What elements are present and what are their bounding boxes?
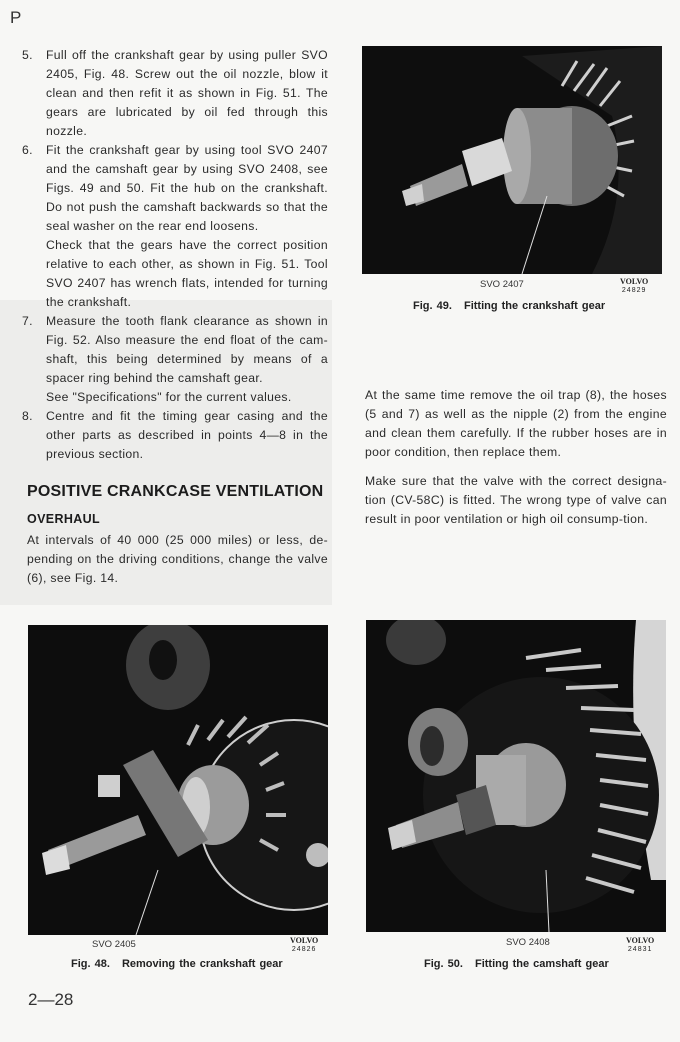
left-column — [22, 46, 328, 588]
figure-number: Fig. 50. — [424, 958, 463, 970]
section-letter: P — [10, 8, 22, 27]
step-number: 7. — [22, 314, 33, 328]
fig50-tool-label: SVO 2408 — [506, 937, 550, 948]
paragraph: At the same time remove the oil trap (8), the hoses (5 and 7) as well as the nipple (2) from the engine and clean them carefully. If the rubber hoses are in poor condition, then replace them. — [365, 388, 667, 459]
fig49-caption — [413, 300, 605, 312]
step-7 — [22, 312, 328, 388]
step-6 — [22, 141, 328, 236]
fig48-brand-stamp — [290, 936, 318, 954]
right-column — [365, 386, 667, 539]
section-heading: POSITIVE CRANKCASE VENTILATION — [27, 483, 324, 500]
camshaft-gear-tool-illustration — [366, 620, 666, 932]
step-6-continuation: Check that the gears have the correct position relative to each other, as shown in Fig. 51. Tool SVO 2407 has wrench flats, intended for turning the crankshaft. — [46, 238, 328, 309]
fig48-caption — [71, 958, 283, 970]
crankshaft-gear-tool-illustration — [362, 46, 662, 274]
photo-code: 24826 — [291, 946, 317, 953]
fig50-photo — [366, 620, 666, 932]
fig50-caption — [424, 958, 609, 970]
figure-title: Removing the crankshaft gear — [121, 958, 283, 970]
fig49-tool-label: SVO 2407 — [480, 279, 524, 290]
step-text: Measure the tooth flank clearance as shown in Fig. 52. Also measure the end float of the cam-shaft, this being determined by means of a spacer ring behind the camshaft gear. — [46, 314, 328, 385]
photo-code: 24829 — [621, 287, 647, 294]
fig49-brand-stamp — [620, 277, 648, 295]
fig50-brand-stamp — [626, 936, 654, 954]
overhaul-paragraph: At intervals of 40 000 (25 000 miles) or less, de-pending on the driving conditions, change the valve (6), see Fig. 14. — [27, 533, 328, 585]
fig48-tool-label: SVO 2405 — [92, 939, 136, 950]
photo-code: 24831 — [627, 946, 653, 953]
step-text: Fit the crankshaft gear by using tool SVO 2407 and the camshaft gear by using SVO 2408, see Figs. 49 and 50. Fit the hub on the crankshaft. Do not push the camshaft backwards so that the seal washer on the rear end loosens. — [46, 143, 328, 233]
fig48-photo — [28, 625, 328, 935]
step-5 — [22, 46, 328, 141]
step-text: Centre and fit the timing gear casing and the other parts as described in points 4—8 in the previous section. — [46, 409, 328, 461]
step-text: Full off the crankshaft gear by using puller SVO 2405, Fig. 48. Screw out the oil nozzle, blow it clean and then refit it as shown in Fig. 51. The gears are lubricated by oil fed through this nozzle. — [46, 48, 328, 138]
figure-number: Fig. 49. — [413, 300, 452, 312]
brand-name: VOLVO — [626, 936, 655, 945]
brand-name: VOLVO — [290, 936, 319, 945]
step-8 — [22, 407, 328, 464]
brand-name: VOLVO — [620, 277, 649, 286]
step-number: 5. — [22, 48, 33, 62]
figure-title: Fitting the crankshaft gear — [463, 300, 606, 312]
subheading: OVERHAUL — [27, 512, 100, 526]
fig49-photo — [362, 46, 662, 274]
step-number: 6. — [22, 143, 33, 157]
figure-title: Fitting the camshaft gear — [474, 958, 609, 970]
step-number: 8. — [22, 409, 33, 423]
page-number: 2—28 — [28, 990, 74, 1009]
figure-number: Fig. 48. — [71, 958, 110, 970]
paragraph: Make sure that the valve with the correct designa-tion (CV-58C) is fitted. The wrong type of valve can result in poor ventilation or high oil consump-tion. — [365, 474, 667, 526]
step-7-continuation: See "Specifications" for the current values. — [46, 390, 292, 404]
gear-puller-illustration — [28, 625, 328, 935]
